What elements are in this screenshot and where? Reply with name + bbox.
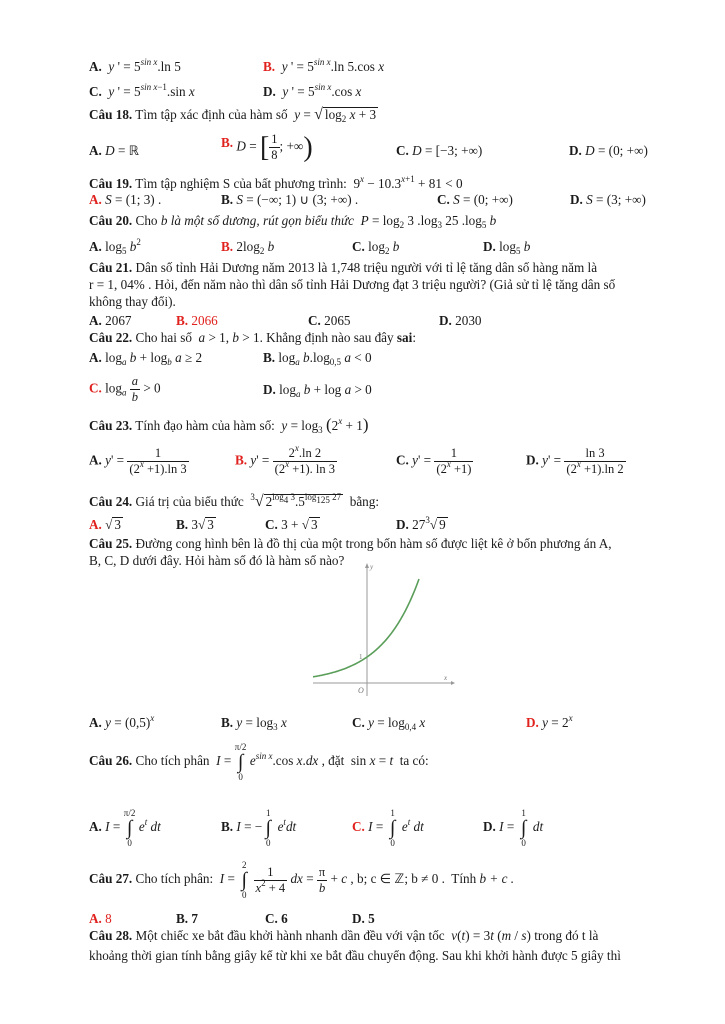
q19-option-d: D. S = (3; +∞) (570, 192, 646, 207)
q19-option-a: A. S = (1; 3) . (89, 192, 162, 207)
question-23: Câu 23. Tính đạo hàm của hàm số: $y = \log_3 (2^x + 1)$ (89, 415, 369, 435)
question-28: Câu 28. Một chiếc xe bắt đầu khởi hành nhanh dần đều với vận tốc v(t) = 3t (m / s) trong đó t là (89, 928, 599, 943)
question-label: Câu 18. (89, 107, 133, 122)
q18-option-d: D. D = (0; +∞) (569, 143, 648, 158)
question-27: Câu 27. Cho tích phân: I = 2 ∫ 0 $\frac{1}{x^2 + 4}$ dx = $\frac{\pi}{b}$ + c , b; c ∈ ℤ; b ≠ 0 . Tính b + c . (89, 860, 515, 900)
question-24: Câu 24. Giá trị của biểu thức $^3$√ $2^{log_4 3}.5^{log_{125} 27}$ bằng: (89, 492, 380, 510)
q17-option-b: B. y ' = $5^{sin x}.\ln$ 5.cos x (263, 57, 385, 74)
question-25: Câu 25. Đường cong hình bên là đồ thị của một trong bốn hàm số được liệt kê ở bốn phương án A, B, C, D dưới đây. Hỏi hàm số đó là hàm số nào? (89, 536, 612, 568)
q25-option-a: A. $y = (0,5)^x$ (89, 713, 155, 730)
tick-label: 1 (359, 653, 363, 661)
q22-option-d: D. $\log_a b + \log a > 0$ (263, 382, 372, 399)
q20-option-d: D. $\log_5 b$ (483, 239, 531, 256)
option-letter: A. (89, 59, 102, 74)
q18-option-b: B. D = [ $\frac{1}{8}$ ; +∞) (221, 132, 313, 163)
q17-row-2: C. y ' = $5^{sin x-1}.\sin$ x (89, 82, 195, 99)
q23-option-c: C. y' = $\frac{1}{(2^x +1)}$ (396, 446, 472, 476)
axis-x-label: x (444, 674, 448, 682)
q25-option-c: C. $y = \log_{0,4} x$ (352, 715, 426, 732)
q22-option-a: A. $\log_a b + \log_b a \ge 2$ (89, 350, 203, 367)
question-19: Câu 19. Tìm tập nghiệm S của bất phương trình: $9^x - 10.3^{x+1} + 81 < 0$ (89, 174, 463, 191)
q26-option-a: A. I = π/2 ∫ 0 $e^t$ dt (89, 808, 161, 848)
axis-y-label: y (370, 563, 374, 571)
q21-option-a: A. 2067 (89, 313, 132, 328)
q26-option-b: B. I = −1 ∫ 0 $e^tdt$ (221, 808, 297, 848)
q27-option-b: B. 7 (176, 911, 198, 926)
q21-option-d: D. 2030 (439, 313, 482, 328)
q18-option-a: A. D = ℝ (89, 143, 140, 158)
q20-option-c: C. $\log_2 b$ (352, 239, 400, 256)
question-22: Câu 22. Cho hai số a > 1, b > 1. Khẳng định nào sau đây sai: (89, 330, 416, 345)
q24-option-d: D. $27^3√$ 9 (396, 515, 446, 532)
question-20: Câu 20. Cho b là một số dương, rút gọn biểu thức $P = \log_2 3$ $.\log_3$ 25 $.\log_5$ b (89, 213, 497, 230)
q19-option-b: B. S = (−∞; 1) ∪ (3; +∞) . (221, 192, 359, 207)
q23-option-a: A. y' = $\frac{1}{(2^x +1).\ln 3}$ (89, 446, 187, 476)
origin-label: O (358, 686, 364, 695)
q23-option-b: B. y' = $\frac{2^x.\ln 2}{(2^x +1). \ln 3}$ (235, 443, 336, 476)
question-18: Câu 18. Tìm tập xác định của hàm số y = √ $\log_2 x + 3$ (89, 106, 377, 124)
q27-option-a: A. 8 (89, 911, 112, 926)
question-26: Câu 26. Cho tích phân I = π/2 ∫ 0 $e^{sin x}.\cos$ x.dx , đặt sin x = t ta có: (89, 742, 429, 782)
q26-option-d: D. I = 1 ∫ 0 dt (483, 808, 544, 848)
exponential-graph (313, 560, 455, 696)
q19-option-c: C. S = (0; +∞) (437, 192, 513, 207)
q27-option-c: C. 6 (265, 911, 288, 926)
q22-option-c: C. $\log_a$ $\frac{a}{b}$ > 0 (89, 374, 161, 404)
q25-option-b: B. $y = \log_3 x$ (221, 715, 287, 732)
q27-option-d: D. 5 (352, 911, 375, 926)
q25-option-d: D. $y = 2^x$ (526, 713, 573, 730)
q24-option-b: B. 3√ 3 (176, 517, 214, 532)
q18-option-c: C. D = [−3; +∞) (396, 143, 483, 158)
q24-option-c: C. 3 + √ 3 (265, 517, 318, 532)
q17-option-d: D. y ' = $5^{sin x}.\cos$ x (263, 82, 362, 99)
q21-option-c: C. 2065 (308, 313, 351, 328)
q22-option-b: B. $\log_a b.\log_{0,5}$ a < 0 (263, 350, 372, 367)
q17-row-1: A. y ' = $5^{sin x}.\ln$ 5 (89, 57, 181, 74)
q21-option-b: B. 2066 (176, 313, 218, 328)
q20-option-b: B. $2\log_2$ b (221, 239, 275, 256)
question-21: Câu 21. Dân số tỉnh Hải Dương năm 2013 là 1,748 triệu người với tỉ lệ tăng dân số hàng năm là r = 1, 04% . Hỏi, đến năm nào thì dân số tỉnh Hải Dương đạt 3 triệu người? (Giả sử tỉ lệ tăng dân số không thay đổi). (89, 260, 616, 309)
q20-option-a: A. $\log_5 b^2$ (89, 237, 141, 256)
graph-curve (313, 579, 419, 677)
q26-option-c: C. I = 1 ∫ 0 $e^t$ dt (352, 808, 424, 848)
q24-option-a: A. √ 3 (89, 517, 121, 532)
q28-line-2: khoảng thời gian tính bằng giây kể từ khi xe bắt đầu chuyển động. Sau khi khởi hành được 5 giây thì (89, 948, 621, 963)
q23-option-d: D. y' = $\frac{\ln 3}{(2^x +1).\ln 2}$ (526, 446, 624, 476)
